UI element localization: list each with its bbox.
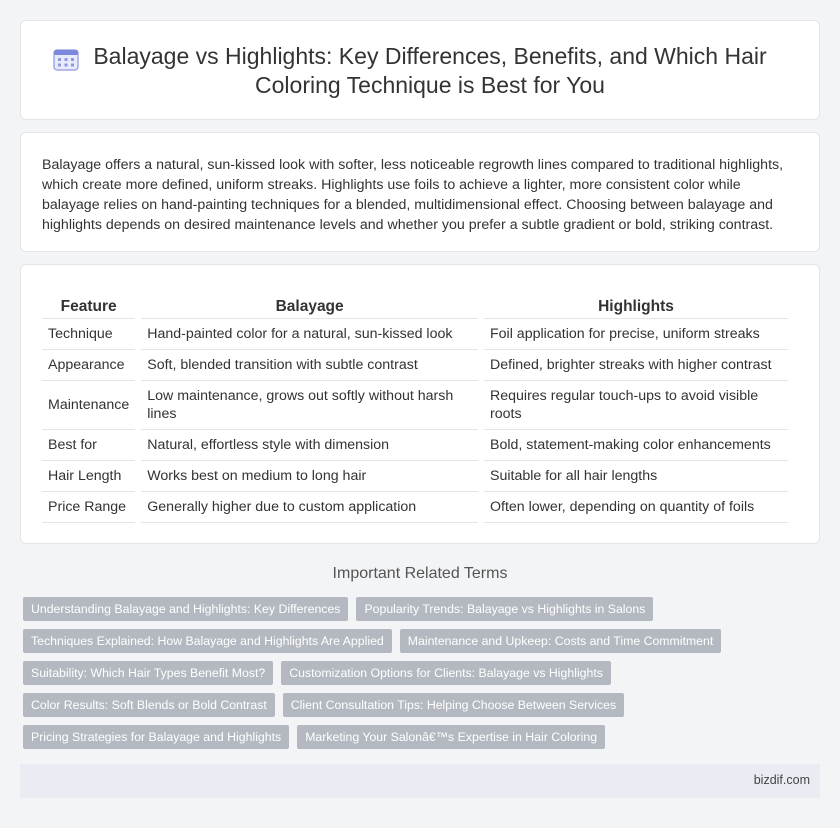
- tag-row: [23, 661, 823, 685]
- cell-feature: Price Range: [42, 492, 135, 523]
- header-feature: Feature: [42, 295, 135, 319]
- intro-paragraph: Balayage offers a natural, sun-kissed look with softer, less noticeable regrowth lines compared to traditional highlights, which create more defined, uniform streaks. Highlights use foils to achieve a lighter, more consistent color while balayage relies on hand-painting techniques for a blended, multidimensional effect. Choosing between balayage and highlights depends on desired maintenance levels and whether you prefer a subtle gradient or bold, striking contrast.: [42, 157, 784, 233]
- related-term-tag[interactable]: Client Consultation Tips: Helping Choose Between Services: [283, 693, 624, 717]
- related-term-tag[interactable]: Understanding Balayage and Highlights: Key Differences: [23, 597, 348, 621]
- cell-feature: Maintenance: [42, 381, 135, 430]
- title-card: [20, 20, 820, 120]
- table-header-row: [42, 295, 788, 319]
- tag-row: [23, 597, 823, 621]
- tag-row: [23, 629, 823, 653]
- table-row: [42, 492, 788, 523]
- cell-balayage: Hand-painted color for a natural, sun-kissed look: [141, 319, 478, 350]
- related-term-tag[interactable]: Techniques Explained: How Balayage and Highlights Are Applied: [23, 629, 392, 653]
- related-term-tag[interactable]: Customization Options for Clients: Balayage vs Highlights: [281, 661, 611, 685]
- related-term-tag[interactable]: Pricing Strategies for Balayage and Highlights: [23, 725, 289, 749]
- cell-highlights: Requires regular touch-ups to avoid visible roots: [484, 381, 788, 430]
- table-row: [42, 381, 788, 430]
- cell-balayage: Low maintenance, grows out softly without harsh lines: [141, 381, 478, 430]
- tag-row: [23, 693, 823, 717]
- cell-feature: Hair Length: [42, 461, 135, 492]
- header-highlights: Highlights: [484, 295, 788, 319]
- cell-highlights: Suitable for all hair lengths: [484, 461, 788, 492]
- cell-highlights: Bold, statement-making color enhancements: [484, 430, 788, 461]
- footer: [20, 764, 820, 798]
- table-row: [42, 461, 788, 492]
- cell-feature: Best for: [42, 430, 135, 461]
- title-wrap: [51, 42, 789, 100]
- related-terms-heading: Important Related Terms: [332, 565, 508, 582]
- comparison-card: [20, 264, 820, 544]
- cell-balayage: Generally higher due to custom application: [141, 492, 478, 523]
- table-row: [42, 319, 788, 350]
- tag-row: [23, 725, 823, 749]
- comparison-table: [36, 295, 794, 523]
- cell-balayage: Soft, blended transition with subtle contrast: [141, 350, 478, 381]
- cell-highlights: Defined, brighter streaks with higher contrast: [484, 350, 788, 381]
- related-term-tag[interactable]: Maintenance and Upkeep: Costs and Time Commitment: [400, 629, 722, 653]
- related-term-tag[interactable]: Suitability: Which Hair Types Benefit Most?: [23, 661, 273, 685]
- related-term-tag[interactable]: Popularity Trends: Balayage vs Highlights in Salons: [356, 597, 653, 621]
- cell-balayage: Natural, effortless style with dimension: [141, 430, 478, 461]
- cell-highlights: Foil application for precise, uniform streaks: [484, 319, 788, 350]
- cell-highlights: Often lower, depending on quantity of foils: [484, 492, 788, 523]
- related-term-tag[interactable]: Marketing Your Salonâ€™s Expertise in Hair Coloring: [297, 725, 605, 749]
- intro-card: [20, 132, 820, 252]
- cell-balayage: Works best on medium to long hair: [141, 461, 478, 492]
- table-row: [42, 430, 788, 461]
- footer-site-link[interactable]: bizdif.com: [753, 773, 810, 787]
- header-balayage: Balayage: [141, 295, 478, 319]
- related-terms-list: [23, 597, 823, 757]
- table-row: [42, 350, 788, 381]
- cell-feature: Technique: [42, 319, 135, 350]
- cell-feature: Appearance: [42, 350, 135, 381]
- page-title: Balayage vs Highlights: Key Differences, Benefits, and Which Hair Coloring Technique is Best for You: [93, 43, 767, 98]
- related-term-tag[interactable]: Color Results: Soft Blends or Bold Contrast: [23, 693, 275, 717]
